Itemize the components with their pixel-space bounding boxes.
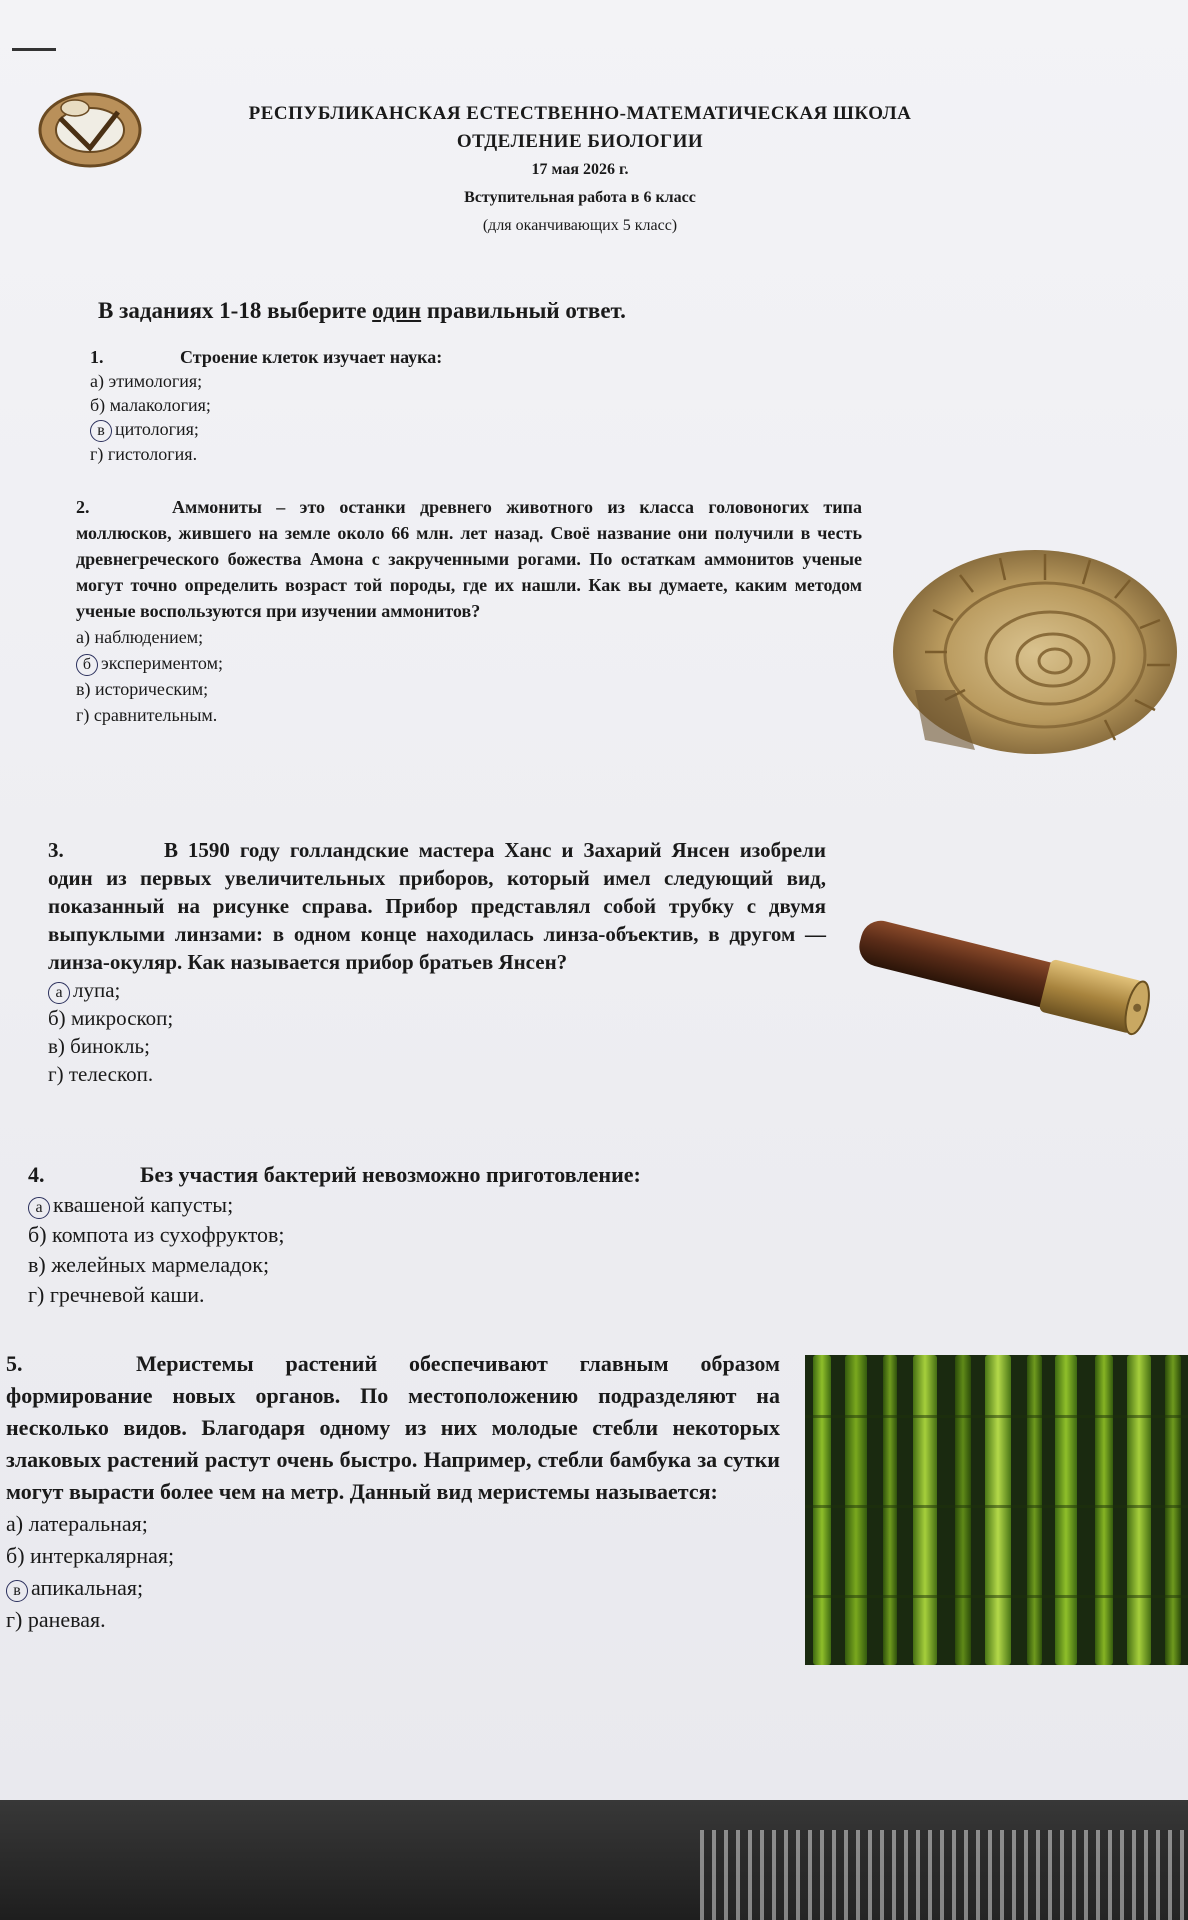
answer-option[interactable] [76,702,862,728]
answer-option[interactable] [28,1220,808,1250]
question-2 [76,494,862,728]
answer-option[interactable] [48,1032,826,1060]
option-letter-circled: а [48,982,70,1004]
option-text: гречневой каши. [49,1282,205,1307]
option-text: малакология; [109,395,211,415]
option-text: квашеной капусты; [53,1192,234,1217]
exam-note: (для оканчивающих 5 класс) [482,217,678,234]
option-text: цитология; [115,419,199,439]
question-1 [90,345,790,466]
option-letter: б) [90,395,106,415]
question-number: 4. [28,1162,45,1187]
ammonite-image [885,540,1185,760]
question-stem: Меристемы растений обеспечивают главным образом формирование новых органов. По местоположению подразделяют на несколько видов. Благодаря одному из них молодые стебли некоторых злаковых растений растут очень быстро. Например, стебли бамбука за сутки могут вырасти более чем на метр. Данный вид меристемы называется: [6,1351,780,1504]
answer-option[interactable] [6,1540,780,1572]
option-text: сравнительным. [93,705,218,725]
option-text: интеркалярная; [30,1543,175,1568]
option-text: микроскоп; [70,1006,174,1030]
answer-option[interactable] [90,369,790,393]
question-stem: В 1590 году голландские мастера Ханс и Захарий Янсен изобрели один из первых увеличительных приборов, который имел следующий вид, показанный на рисунке справа. Прибор представлял собой трубку с двумя выпуклыми линзами: в одном конце находилась линза-объектив, в другом — линза-окуляр. Как называется прибор братьев Янсен? [48,838,826,974]
question-number: 5. [6,1351,23,1376]
answer-option[interactable] [90,442,790,466]
option-letter: в) [76,679,91,699]
option-text: наблюдением; [94,627,204,647]
jansen-microscope-image [845,900,1165,1060]
instruction [98,298,626,324]
option-text: апикальная; [31,1575,144,1600]
answer-option[interactable] [6,1604,780,1636]
instruction-post: правильный ответ. [421,298,626,323]
question-4 [28,1160,808,1310]
option-letter-circled: в [90,420,112,442]
option-text: гистология. [107,444,198,464]
option-text: раневая. [27,1607,106,1632]
instruction-emphasis: один [372,298,422,323]
question-stem: Без участия бактерий невозможно приготовление: [140,1162,641,1187]
option-text: историческим; [95,679,209,699]
option-letter: г) [76,705,90,725]
answer-option[interactable] [48,1004,826,1032]
answer-option-selected[interactable] [90,417,790,442]
answer-option-selected[interactable] [76,650,862,676]
question-number: 2. [76,497,90,517]
answer-option-selected[interactable] [28,1190,808,1220]
exam-date: 17 мая 2026 г. [531,161,629,178]
answer-option[interactable] [90,393,790,417]
question-stem: Аммониты – это останки древнего животного из класса головоногих типа моллюсков, жившего на земле около 66 млн. лет назад. Своё название они получили в честь древнегреческого божества Амона с закрученными рогами. По остаткам аммонитов ученые могут точно определить возраст той породы, где их нашли. Как вы думаете, каким методом ученые воспользуются при изучении аммонитов? [76,497,862,621]
instruction-pre: В заданиях 1-18 выберите [98,298,373,323]
corner-mark [12,48,56,51]
question-stem: Строение клеток изучает наука: [180,347,443,367]
school-name: РЕСПУБЛИКАНСКАЯ ЕСТЕСТВЕННО-МАТЕМАТИЧЕСКАЯ ШКОЛА [248,103,912,124]
school-logo-icon [30,78,150,178]
bamboo-image [805,1355,1188,1665]
option-text: телескоп. [68,1062,154,1086]
option-text: желейных мармеладок; [51,1252,270,1277]
desk-pattern [700,1830,1188,1920]
exam-title: Вступительная работа в 6 класс [464,189,696,206]
question-number: 3. [48,838,64,862]
option-letter: а) [90,371,104,391]
option-letter: в) [28,1252,46,1277]
answer-option[interactable] [28,1250,808,1280]
option-text: компота из сухофруктов; [52,1222,285,1247]
question-number: 1. [90,347,104,367]
answer-option[interactable] [76,676,862,702]
option-letter-circled: б [76,654,98,676]
department-name: ОТДЕЛЕНИЕ БИОЛОГИИ [456,131,704,152]
option-letter: а) [6,1511,24,1536]
option-letter: г) [6,1607,23,1632]
answer-option-selected[interactable] [6,1572,780,1604]
answer-option[interactable] [76,624,862,650]
option-letter-circled: а [28,1197,50,1219]
option-letter: б) [28,1222,47,1247]
option-text: лупа; [73,978,121,1002]
option-letter: а) [76,627,90,647]
answer-option-selected[interactable] [48,976,826,1004]
option-letter: б) [6,1543,25,1568]
option-text: этимология; [108,371,203,391]
answer-option[interactable] [6,1508,780,1540]
answer-option[interactable] [28,1280,808,1310]
option-letter: г) [90,444,104,464]
option-text: латеральная; [28,1511,148,1536]
option-letter: в) [48,1034,65,1058]
option-letter: б) [48,1006,66,1030]
option-text: бинокль; [70,1034,150,1058]
option-text: экспериментом; [101,653,223,673]
document-header [160,100,1000,240]
question-5 [6,1348,780,1636]
option-letter-circled: в [6,1580,28,1602]
question-3 [48,836,826,1088]
option-letter: г) [28,1282,45,1307]
option-letter: г) [48,1062,64,1086]
answer-option[interactable] [48,1060,826,1088]
